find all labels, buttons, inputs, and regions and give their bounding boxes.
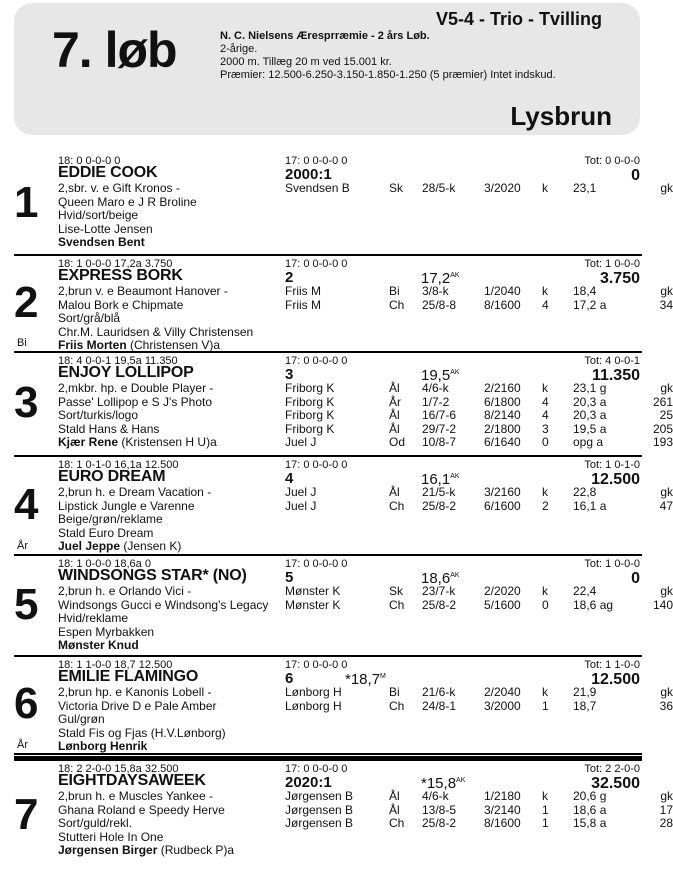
record-cell: 29/7-2 [422, 421, 457, 436]
record-cell: Ch [389, 597, 405, 612]
record-cell: 3/8-k [422, 284, 449, 298]
record-cell: 5/1600 [484, 597, 521, 612]
horse-info [58, 182, 197, 250]
record-cell: 36 [659, 698, 673, 713]
record-cell: k [542, 685, 548, 699]
stats-17: 17: 0 0-0-0 0 [285, 459, 348, 471]
side-label: År [17, 540, 28, 552]
horse-name: EDDIE COOK [58, 164, 158, 181]
record-cell: 205 [652, 421, 673, 436]
record-cell: 25/8-2 [422, 498, 457, 513]
record-cell: 25/8-2 [422, 816, 457, 830]
race-entry[interactable] [14, 353, 673, 457]
record-row [285, 585, 673, 599]
driver-name [58, 540, 211, 554]
record-cell: 8/1600 [484, 816, 521, 830]
race-entry[interactable] [14, 457, 673, 556]
record-cell: 4 [542, 408, 549, 422]
race-entry[interactable] [14, 756, 673, 871]
record-cell: gk [660, 584, 673, 598]
info-line: Victoria Drive D e Pale Amber [58, 698, 217, 713]
start-info: 2 [285, 269, 294, 286]
start-number: 4 [14, 479, 39, 529]
total-money: 3.750 [599, 270, 640, 287]
record-row [285, 790, 673, 804]
driver: Mønster Knud [58, 638, 139, 652]
start-number: 3 [14, 378, 39, 427]
record-cell: 23,1 [573, 181, 597, 195]
record-cell: 0 [542, 597, 549, 612]
race-title: 7. løb [52, 22, 177, 78]
info-line: Stutteri Hole In One [58, 829, 164, 844]
start-info: 4 [285, 470, 294, 487]
total-stats: Tot: 2 2-0-0 [584, 763, 640, 775]
start-info: 3 [285, 366, 294, 383]
record-cell: 193 [652, 435, 673, 449]
info-line: 2,sbr. v. e Gift Kronos - [58, 181, 180, 195]
record-cell: k [542, 789, 548, 803]
horse-name: ENJOY LOLLIPOP [58, 364, 194, 381]
record-cell: gk [660, 789, 673, 803]
record-cell: 3/2140 [484, 802, 521, 817]
driver: Friis Morten [58, 338, 127, 352]
start-number: 5 [14, 579, 39, 629]
record-cell: Friis M [285, 284, 321, 298]
total-money: 12.500 [591, 671, 640, 688]
record-cell: Ål [389, 485, 400, 499]
race-records [285, 182, 673, 196]
info-line: 2,brun h. e Orlando Vici - [58, 584, 192, 598]
record-cell: Od [389, 435, 406, 449]
record-cell: 6/1800 [484, 394, 521, 409]
race-age: 2-årige. [220, 43, 258, 55]
info-line: Espen Myrbakken [58, 624, 155, 639]
program-color: Lysbrun [510, 101, 612, 131]
record-cell: 2/2020 [484, 584, 521, 598]
stats-18: 18: 4 0-0-1 19,5a 11.350 [58, 355, 178, 367]
record-cell: 2/2040 [484, 685, 521, 699]
record-cell: 0 [542, 435, 549, 449]
record-row [285, 804, 673, 818]
time-marker: AK [456, 777, 466, 784]
stats-17: 17: 0 0-0-0 0 [285, 558, 348, 570]
record-cell: 25 [659, 408, 673, 422]
record-cell: 23,1 g [573, 381, 607, 395]
driver-name [58, 740, 226, 754]
info-line: Lise-Lotte Jensen [58, 221, 153, 236]
info-line: Beige/grøn/reklame [58, 512, 163, 526]
record-cell: k [542, 485, 548, 499]
record-cell: 20,3 a [573, 394, 607, 409]
race-entry[interactable] [14, 657, 673, 755]
time-marker: AK [450, 369, 460, 376]
info-line: Stald Fis og Fjas (H.V.Lønborg) [58, 725, 226, 740]
trainer: (Rudbeck P)a [160, 843, 235, 857]
best-time: $*18,7^M$ [345, 671, 386, 688]
record-cell: Ål [389, 381, 400, 395]
stats-18: 18: 0 0-0-0 0 [58, 155, 121, 167]
total-stats: Tot: 0 0-0-0 [584, 155, 640, 167]
horse-name: EIGHTDAYSAWEEK [58, 772, 206, 789]
record-cell: Friborg K [285, 408, 335, 422]
race-records [285, 790, 673, 831]
stats-17: 17: 0 0-0-0 0 [285, 155, 348, 167]
driver-name [58, 339, 253, 353]
best-time: $17,2^{AK}$ [421, 270, 460, 287]
record-cell: Ch [389, 297, 405, 312]
record-cell: Friis M [285, 297, 321, 312]
race-records [285, 486, 673, 513]
record-cell: 1/2040 [484, 284, 521, 298]
info-line: Stald Euro Dream [58, 525, 154, 540]
stats-18: 18: 1 0-0-0 17,2a 3.750 [58, 258, 173, 270]
race-name: N. C. Nielsens Æresprræmie - 2 års Løb. [220, 30, 430, 42]
info-line: Malou Bork e Chipmate [58, 297, 184, 312]
info-line: Sort/guld/rekl. [58, 816, 133, 830]
record-cell: Ch [389, 816, 405, 830]
trainer: (Jensen K) [123, 539, 182, 553]
start-number: 2 [14, 277, 39, 327]
info-line: 2,brun h. e Dream Vacation - [58, 485, 212, 499]
record-cell: Bi [389, 685, 400, 699]
record-cell: Lønborg H [285, 685, 342, 699]
record-cell: Lønborg H [285, 698, 342, 713]
record-cell: Juel J [285, 498, 317, 513]
record-row [285, 299, 673, 313]
horse-info [58, 382, 217, 450]
race-distance: 2000 m. Tillæg 20 m ved 15.001 kr. [220, 56, 392, 68]
info-line: Passe' Lollipop e S J's Photo [58, 394, 213, 409]
time-marker: M [380, 673, 386, 680]
driver-name [58, 639, 268, 653]
start-number: 1 [14, 177, 39, 227]
record-cell: 1/7-2 [422, 394, 450, 409]
race-info [220, 30, 556, 82]
race-records [285, 285, 673, 312]
record-row [285, 409, 673, 423]
record-cell: 6/1640 [484, 435, 521, 449]
record-cell: gk [660, 685, 673, 699]
time-marker: AK [450, 473, 460, 480]
record-cell: 1 [542, 802, 549, 817]
record-cell: 6/1600 [484, 498, 521, 513]
record-cell: 21/6-k [422, 685, 456, 699]
record-cell: 24/8-1 [422, 698, 457, 713]
record-cell: 34 [659, 297, 673, 312]
record-cell: 25/8-8 [422, 297, 457, 312]
horse-info [58, 686, 226, 754]
record-cell: 3/2000 [484, 698, 521, 713]
stats-18: 18: 1 1-0-0 18,7 12.500 [58, 659, 173, 671]
record-cell: Jørgensen B [285, 802, 354, 817]
stats-17: 17: 0 0-0-0 0 [285, 258, 348, 270]
record-row [285, 817, 673, 831]
horse-name: EMILIE FLAMINGO [58, 668, 199, 685]
record-row [285, 686, 673, 700]
driver-name [58, 236, 197, 250]
stats-17: 17: 0 0-0-0 0 [285, 659, 348, 671]
record-cell: Mønster K [285, 584, 341, 598]
record-cell: Sk [389, 181, 404, 195]
total-stats: Tot: 4 0-0-1 [584, 355, 640, 367]
record-cell: 4 [542, 394, 549, 409]
race-entry[interactable] [14, 556, 673, 657]
horse-name: EXPRESS BORK [58, 267, 183, 284]
record-cell: Ch [389, 498, 405, 513]
bet-types: V5-4 - Trio - Tvilling [435, 9, 602, 29]
record-cell: 16/7-6 [422, 408, 457, 422]
info-line: Sort/turkis/logo [58, 408, 139, 422]
stats-17: 17: 0 0-0-0 0 [285, 763, 348, 775]
info-line: Hvid/reklame [58, 611, 129, 625]
record-cell: 28/5-k [422, 181, 456, 195]
record-cell: Friborg K [285, 421, 335, 436]
record-cell: Ch [389, 698, 405, 713]
total-stats: Tot: 1 0-0-0 [584, 558, 640, 570]
start-info: 2020:1 [285, 774, 332, 791]
record-cell: 18,6 ag [573, 597, 614, 612]
trainer: (Christensen V)a [130, 338, 221, 352]
time-marker: AK [450, 272, 460, 279]
time-marker: AK [450, 572, 460, 579]
record-cell: 1/2180 [484, 789, 521, 803]
record-cell: 18,6 a [573, 802, 607, 817]
stats-18: 18: 1 0-1-0 16,1a 12.500 [58, 459, 179, 471]
record-row [285, 423, 673, 437]
best-time: $18,6^{AK}$ [421, 570, 460, 587]
record-cell: k [542, 584, 548, 598]
driver: Kjær Rene [58, 435, 119, 449]
horse-info [58, 585, 268, 653]
record-cell: 2/1800 [484, 421, 521, 436]
record-cell: 22,8 [573, 485, 597, 499]
record-cell: 47 [659, 498, 673, 513]
record-cell: k [542, 181, 548, 195]
race-entry[interactable] [14, 256, 673, 353]
info-line: 2,mkbr. hp. e Double Player - [58, 381, 214, 395]
info-line: Sort/grå/blå [58, 311, 121, 325]
record-cell: 2 [542, 498, 549, 513]
start-info: 2000:1 [285, 166, 332, 183]
record-cell: 1 [542, 698, 549, 713]
record-cell: År [389, 394, 401, 409]
record-cell: Mønster K [285, 597, 341, 612]
record-cell: 8/1600 [484, 297, 521, 312]
record-cell: 20,6 g [573, 789, 607, 803]
record-cell: 2/2160 [484, 381, 521, 395]
record-cell: 21/5-k [422, 485, 456, 499]
info-line: Windsongs Gucci e Windsong's Legacy [58, 597, 269, 612]
record-cell: gk [660, 381, 673, 395]
record-row [285, 436, 673, 450]
record-cell: Ål [389, 408, 400, 422]
record-cell: 8/2140 [484, 408, 521, 422]
horse-name: WINDSONGS STAR* (NO) [58, 567, 247, 584]
record-cell: 21,9 [573, 685, 597, 699]
record-cell: 18,4 [573, 284, 597, 298]
race-header [14, 3, 640, 135]
record-cell: k [542, 381, 548, 395]
record-cell: 261 [652, 394, 673, 409]
record-cell: 15,8 a [573, 816, 607, 830]
trainer: (Kristensen H U)a [121, 435, 217, 449]
record-cell: Ål [389, 802, 400, 817]
record-cell: opg a [573, 435, 604, 449]
driver: Svendsen Bent [58, 235, 145, 249]
record-cell: Juel J [285, 485, 317, 499]
record-row [285, 182, 673, 196]
info-line: Gul/grøn [58, 712, 105, 726]
record-cell: 17,2 a [573, 297, 607, 312]
record-cell: gk [660, 181, 673, 195]
info-line: Lipstick Jungle e Varenne [58, 498, 195, 513]
record-cell: Ål [389, 789, 400, 803]
record-cell: Jørgensen B [285, 816, 354, 830]
record-cell: Svendsen B [285, 181, 350, 195]
info-line: Stald Hans & Hans [58, 421, 160, 436]
record-cell: 140 [652, 597, 673, 612]
record-cell: 4/6-k [422, 789, 449, 803]
race-records [285, 686, 673, 713]
record-cell: 3 [542, 421, 549, 436]
total-money: 0 [631, 570, 640, 587]
record-cell: 22,4 [573, 584, 597, 598]
record-cell: 16,1 a [573, 498, 607, 513]
record-cell: 18,7 [573, 698, 597, 713]
record-row [285, 396, 673, 410]
best-time: $16,1^{AK}$ [421, 471, 460, 488]
total-money: 32.500 [591, 775, 640, 792]
info-line: 2,brun h. e Muscles Yankee - [58, 789, 213, 803]
total-money: 11.350 [591, 367, 640, 384]
start-number: 7 [14, 790, 39, 839]
side-label: År [17, 739, 28, 751]
start-info: 6 [285, 670, 294, 687]
record-cell: 3/2020 [484, 181, 521, 195]
record-cell: 25/8-2 [422, 597, 457, 612]
driver-name [58, 844, 234, 858]
total-stats: Tot: 1 0-0-0 [584, 258, 640, 270]
total-money: 0 [631, 167, 640, 184]
best-time: $19,5^{AK}$ [421, 367, 460, 384]
record-cell: 28 [659, 816, 673, 830]
side-label: Bi [17, 337, 27, 349]
driver: Jørgensen Birger [58, 843, 158, 857]
horse-info [58, 285, 253, 353]
total-stats: Tot: 1 0-1-0 [584, 459, 640, 471]
record-cell: Sk [389, 584, 404, 598]
record-cell: 4/6-k [422, 381, 449, 395]
info-line: Chr.M. Lauridsen & Villy Christensen [58, 324, 254, 339]
record-cell: 17 [659, 802, 673, 817]
horse-info [58, 790, 234, 858]
race-records [285, 382, 673, 450]
record-row [285, 500, 673, 514]
race-prizes: Præmier: 12.500-6.250-3.150-1.850-1.250 (5 præmier) Intet indskud. [220, 69, 556, 81]
info-line: Hvid/sort/beige [58, 208, 139, 222]
best-time: $*15,8^{AK}$ [421, 775, 466, 792]
horse-name: EURO DREAM [58, 468, 166, 485]
driver-name [58, 436, 217, 450]
record-cell: k [542, 284, 548, 298]
driver: Juel Jeppe [58, 539, 121, 553]
record-cell: gk [660, 485, 673, 499]
record-cell: 19,5 a [573, 421, 607, 436]
record-cell: 23/7-k [422, 584, 456, 598]
record-cell: Bi [389, 284, 400, 298]
record-cell: gk [660, 284, 673, 298]
record-row [285, 285, 673, 299]
record-cell: Jørgensen B [285, 789, 354, 803]
total-money: 12.500 [591, 471, 640, 488]
record-cell: 13/8-5 [422, 802, 457, 817]
record-cell: 4 [542, 297, 549, 312]
record-cell: 3/2160 [484, 485, 521, 499]
driver: Lønborg Henrik [58, 739, 148, 753]
record-cell: 1 [542, 816, 549, 830]
info-line: Ghana Roland e Speedy Herve [58, 802, 225, 817]
record-row [285, 382, 673, 396]
info-line: Queen Maro e J R Broline [58, 194, 197, 209]
horse-info [58, 486, 211, 554]
record-cell: Friborg K [285, 394, 335, 409]
start-info: 5 [285, 569, 294, 586]
record-cell: 10/8-7 [422, 435, 457, 449]
stats-18: 18: 1 0-0-0 18,6a 0 [58, 558, 151, 570]
record-cell: Juel J [285, 435, 317, 449]
race-records [285, 585, 673, 612]
record-cell: 20,3 a [573, 408, 607, 422]
record-cell: Friborg K [285, 381, 335, 395]
stats-17: 17: 0 0-0-0 0 [285, 355, 348, 367]
record-row [285, 700, 673, 714]
stats-18: 18: 2 2-0-0 15,8a 32.500 [58, 763, 179, 775]
info-line: 2,brun hp. e Kanonis Lobell - [58, 685, 212, 699]
race-entry[interactable] [14, 153, 673, 256]
start-number: 6 [14, 679, 39, 728]
total-stats: Tot: 1 1-0-0 [584, 659, 640, 671]
info-line: 2,brun v. e Beaumont Hanover - [58, 284, 228, 298]
record-cell: Ål [389, 421, 400, 436]
record-row [285, 486, 673, 500]
record-row [285, 599, 673, 613]
